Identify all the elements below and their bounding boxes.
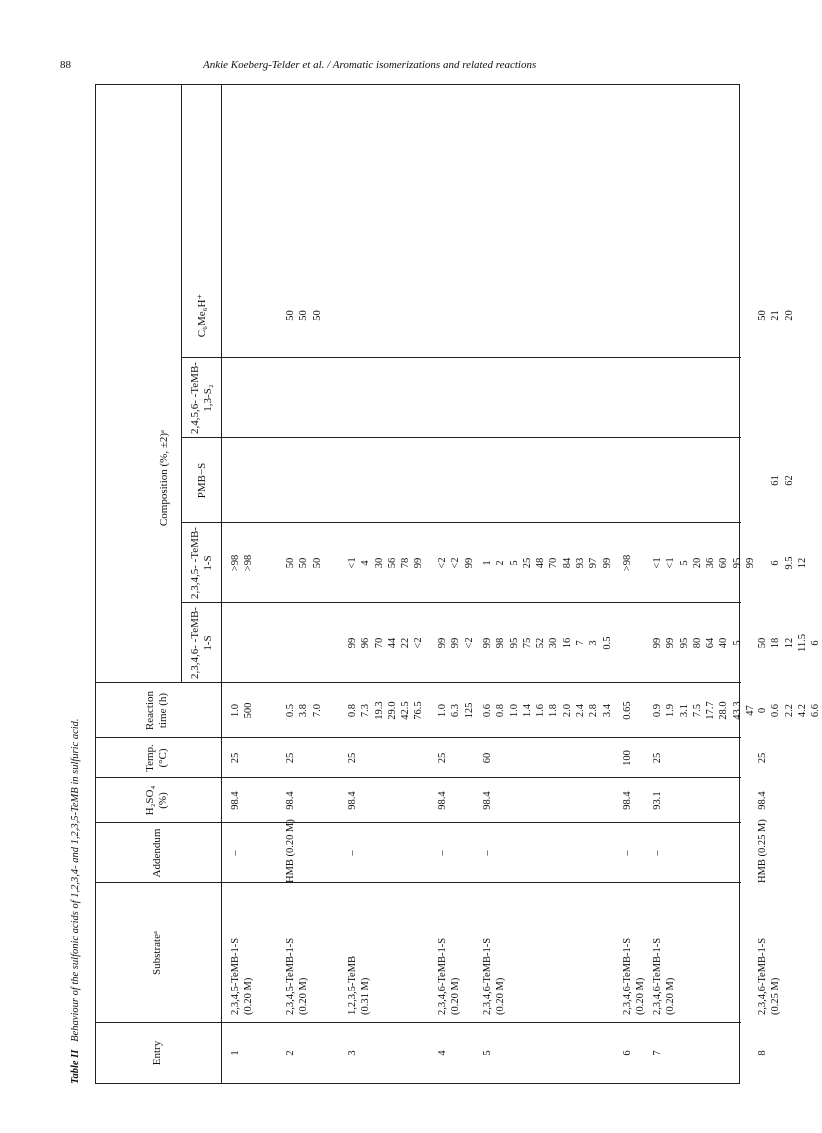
cell-entry: 4 xyxy=(437,1050,448,1056)
table-caption-text: Behaviour of the sulfonic acids of 1,2,3,4- and 1,2,3,5-TeMB in sulfuric acid. xyxy=(70,718,81,1042)
cell-time: 0.65 xyxy=(622,701,633,720)
cell-h2so4: 98.4 xyxy=(622,791,633,810)
cell-b: >98 xyxy=(622,554,633,572)
col-rule xyxy=(181,437,741,438)
cell-temp: 25 xyxy=(757,752,768,764)
cell-a: 99 99 <2 xyxy=(437,637,475,649)
cell-substrate: 2,3,4,6-TeMB-1-S (0.20 M) xyxy=(622,937,647,1015)
cell-a: 50 18 12 11.5 6 xyxy=(757,634,822,652)
header-entry: Entry xyxy=(151,1040,163,1066)
cell-h2so4: 98.4 xyxy=(347,791,358,810)
cell-h2so4: 98.4 xyxy=(482,791,493,810)
cell-temp: 25 xyxy=(285,752,296,764)
cell-e: 50 50 50 xyxy=(285,310,323,321)
cell-addendum: – xyxy=(652,850,663,856)
page-number: 88 xyxy=(60,59,71,71)
cell-entry: 5 xyxy=(482,1050,493,1056)
cell-substrate: 1,2,3,5-TeMB (0.31 M) xyxy=(347,955,372,1015)
cell-b: 6 9.5 12 xyxy=(770,556,808,570)
header-col-c: PMB−S xyxy=(196,462,208,499)
cell-time: 1.0 500 xyxy=(230,702,255,719)
header-substrate: Substrateᵃ xyxy=(151,931,163,975)
header-col-d: 2,4,5,6- -TeMB-1,3-S₂ xyxy=(189,362,214,434)
cell-b: 50 50 50 xyxy=(285,557,323,569)
cell-addendum: – xyxy=(482,850,493,856)
cell-time: 0 0.6 2.2 4.2 6.6 xyxy=(757,703,822,718)
cell-time: 0.8 7.3 19.3 29.0 42.5 76.5 xyxy=(347,701,425,720)
cell-b: <1 <1 5 20 36 60 95 99 xyxy=(652,557,757,569)
cell-addendum: – xyxy=(437,850,448,856)
header-col-e: C₆Me₆H⁺ xyxy=(196,293,208,338)
cell-a: 99 98 95 75 52 30 16 7 3 0.5 xyxy=(482,636,613,650)
table-caption xyxy=(70,718,81,1084)
cell-h2so4: 98.4 xyxy=(437,791,448,810)
cell-h2so4: 98.4 xyxy=(285,791,296,810)
cell-b: <2 <2 99 xyxy=(437,557,475,569)
cell-temp: 100 xyxy=(622,750,633,766)
cell-substrate: 2,3,4,6-TeMB-1-S (0.25 M) xyxy=(757,937,782,1015)
col-rule xyxy=(96,1022,741,1023)
cell-entry: 3 xyxy=(347,1050,358,1056)
col-rule xyxy=(181,357,741,358)
cell-b: >98 >98 xyxy=(230,554,255,572)
cell-addendum: – xyxy=(230,850,241,856)
cell-addendum: HMB (0.25 M) xyxy=(757,819,768,883)
header-addendum: Addendum xyxy=(151,828,163,878)
cell-substrate: 2,3,4,6-TeMB-1-S (0.20 M) xyxy=(437,937,462,1015)
cell-entry: 1 xyxy=(230,1050,241,1056)
cell-time: 1.0 6.3 125 xyxy=(437,702,475,719)
header-col-a: 2,3,4,6- -TeMB-1-S xyxy=(189,607,214,679)
header-composition: Composition (%, ±2)ᵃ xyxy=(158,429,170,527)
cell-temp: 25 xyxy=(437,752,448,764)
cell-temp: 25 xyxy=(652,752,663,764)
table-caption-label: Table II xyxy=(70,1049,81,1084)
col-rule xyxy=(96,822,741,823)
cell-entry: 8 xyxy=(757,1050,768,1056)
header-h2so4: H₂SO₄ (%) xyxy=(144,785,169,816)
cell-temp: 60 xyxy=(482,752,493,764)
cell-h2so4: 93.1 xyxy=(652,791,663,810)
header-col-b: 2,3,4,5- -TeMB-1-S xyxy=(189,527,214,599)
cell-h2so4: 98.4 xyxy=(230,791,241,810)
data-table xyxy=(95,84,822,1084)
cell-addendum: HMB (0.20 M) xyxy=(285,819,296,883)
header-rule xyxy=(221,85,222,1083)
cell-entry: 6 xyxy=(622,1050,633,1056)
header-reaction-time: Reaction time (h) xyxy=(144,690,169,731)
cell-a: 99 96 70 44 22 <2 xyxy=(347,637,425,649)
cell-entry: 2 xyxy=(285,1050,296,1056)
cell-temp: 25 xyxy=(347,752,358,764)
col-rule xyxy=(96,777,741,778)
cell-time: 0.9 1.9 3.1 7.5 17.7 28.0 43.3 47 xyxy=(652,701,757,720)
col-rule xyxy=(96,882,741,883)
cell-time: 0.5 3.8 7.0 xyxy=(285,703,323,718)
cell-substrate: 2,3,4,5-TeMB-1-S (0.20 M) xyxy=(285,937,310,1015)
cell-addendum: – xyxy=(622,850,633,856)
cell-h2so4: 98.4 xyxy=(757,791,768,810)
cell-e: 50 21 20 xyxy=(757,310,795,321)
cell-time: 0.6 0.8 1.0 1.4 1.6 1.8 2.0 2.4 2.8 3.4 xyxy=(482,703,613,718)
cell-substrate: 2,3,4,6-TeMB-1-S (0.20 M) xyxy=(482,937,507,1015)
composition-rule xyxy=(181,85,182,683)
cell-substrate: 2,3,4,6-TeMB-1-S (0.20 M) xyxy=(652,937,677,1015)
cell-b: <1 4 30 56 78 99 xyxy=(347,557,425,569)
cell-temp: 25 xyxy=(230,752,241,764)
cell-addendum: – xyxy=(347,850,358,856)
cell-substrate: 2,3,4,5-TeMB-1-S (0.20 M) xyxy=(230,937,255,1015)
running-title: Ankie Koeberg-Telder et al. / Aromatic isomerizations and related reactions xyxy=(203,59,537,71)
cell-entry: 7 xyxy=(652,1050,663,1056)
cell-c: 61 62 xyxy=(770,475,795,486)
cell-a: 99 99 95 80 64 40 5 xyxy=(652,637,743,649)
header-temp: Temp. (°C) xyxy=(144,744,169,772)
cell-b: 1 2 5 25 48 70 84 93 97 99 xyxy=(482,557,613,569)
rotated-table-block xyxy=(70,84,822,1084)
